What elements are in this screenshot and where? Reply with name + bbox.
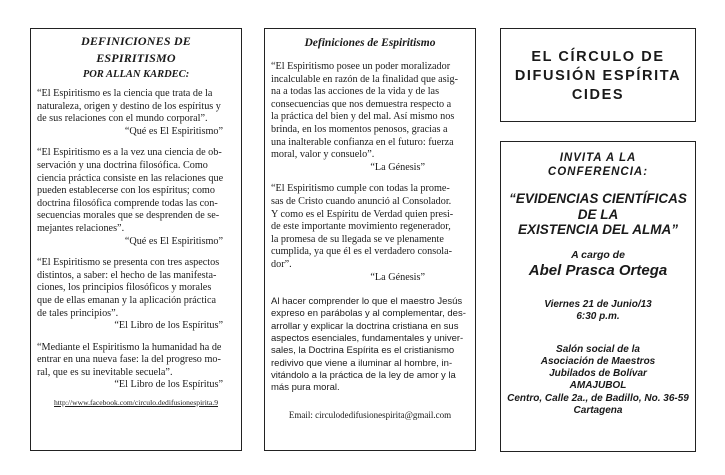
quote-source: “La Génesis” <box>370 161 425 173</box>
quote-line: entrar en una nueva fase: la del progreso mo- <box>37 354 221 366</box>
quote-line: secuencias morales que se desprenden de se- <box>37 210 220 222</box>
facebook-link[interactable]: http://www.facebook.com/circulo.dedifusionespirita.9 <box>54 398 218 408</box>
event-date: Viernes 21 de Junio/13 <box>544 298 652 310</box>
quote-line: de sus relaciones con el mundo corporal”. <box>37 113 208 125</box>
quote-line: na a todas las acciones de la vida y de las <box>271 86 440 98</box>
quote-source: “Qué es El Espiritismo” <box>124 125 223 137</box>
quote-line: de este importante movimiento regenerador, <box>271 221 451 233</box>
speaker-intro: A cargo de <box>571 248 625 261</box>
venue-line: Cartagena <box>573 404 623 416</box>
quote-line: Y como es el Espíritu de Verdad quien presi- <box>271 208 454 220</box>
contact-email[interactable]: Email: circulodedifusionespirita@gmail.com <box>288 410 452 421</box>
event-venue <box>501 344 695 418</box>
event-datetime <box>501 299 695 324</box>
doctrine-paragraph <box>271 296 469 394</box>
quote-source: “El Libro de los Espíritus” <box>114 379 223 391</box>
body-line: arrollar y explicar la doctrina cristiana en sus <box>271 320 459 332</box>
venue-line: Centro, Calle 2a., de Badillo, No. 36-59 <box>507 392 689 404</box>
panel1-title <box>37 33 235 67</box>
quote-line: distintos, a saber: el hecho de las manifesta- <box>37 269 217 281</box>
quote-line: “El Espiritismo es a la vez una ciencia de ob- <box>37 147 222 159</box>
quote-line: doctrina filosófica comprende todas las con- <box>37 197 218 209</box>
conference-line: DE LA <box>577 206 619 222</box>
quote-line: la promesa de su llegada se ve plenamente <box>271 233 444 245</box>
body-line: más pura moral. <box>271 382 340 394</box>
body-line: aspectos esenciales, fundamentales y univer- <box>271 332 464 344</box>
body-line: sales, la Doctrina Espírita es el cristianismo <box>271 345 455 357</box>
body-line: Al hacer comprender lo que el maestro Jesús <box>271 296 463 308</box>
quote-line: de tales principios”. <box>37 307 119 319</box>
quote-line: una inalterable confianza en el futuro: fuerza <box>271 136 454 148</box>
quote-line: ciones, los principios filosóficos y morales <box>37 282 212 294</box>
body-line: vitándolo a la práctica de la ley de amor y la <box>271 369 456 381</box>
venue-line: Asociación de Maestros <box>540 355 656 367</box>
event-time: 6:30 p.m. <box>576 311 620 322</box>
quote-1 <box>37 88 235 138</box>
panel2-title: Definiciones de Espiritismo <box>304 37 436 49</box>
body-line: redivivo que viene a iluminar al hombre, in- <box>271 357 453 369</box>
quote-line: mejantes relaciones”. <box>37 222 125 234</box>
quote-line: cumplida, ya que él es el verdadero consola- <box>271 246 453 258</box>
invite-line: CONFERENCIA: <box>547 166 649 178</box>
body-line: expreso en parábolas y al complementar, des- <box>271 308 466 320</box>
panel1-title-line1: DEFINICIONES DE <box>80 34 192 48</box>
quote-source: “Qué es El Espiritismo” <box>124 235 223 247</box>
quote-line: pueden establecerse con los espíritus; como <box>37 185 215 197</box>
organization-box <box>500 28 696 122</box>
middle-panel <box>264 28 476 451</box>
quote-line: incalculable en razón de la finalidad que asig- <box>271 73 458 85</box>
conference-line: “EVIDENCIAS CIENTÍFICAS <box>509 191 687 206</box>
panel1-subtitle: POR ALLAN KARDEC: <box>82 69 190 80</box>
quote-line: que de ellas emanan y la aplicación práctica <box>37 294 217 306</box>
invitation-box <box>500 141 696 452</box>
org-line: DIFUSIÓN ESPÍRITA <box>514 68 682 84</box>
quote-line: “El Espiritismo posee un poder moralizador <box>271 61 451 72</box>
quote-line: ciencia práctica consiste en las relaciones que <box>37 172 224 184</box>
quote-line: moral, valor y consuelo”. <box>271 149 375 161</box>
org-line: CIDES <box>571 87 625 103</box>
quote-source: “La Génesis” <box>370 271 425 283</box>
quote-source: “El Libro de los Espíritus” <box>114 320 223 332</box>
speaker-name: Abel Prasca Ortega <box>528 261 668 279</box>
quote-3 <box>37 257 235 333</box>
quote-2 <box>37 147 235 248</box>
quote-line: dor”. <box>271 258 292 270</box>
conference-line: EXISTENCIA DEL ALMA” <box>517 222 678 237</box>
organization-name <box>501 29 695 105</box>
quote-line: sas de Cristo cuando anunció al Consolador. <box>271 195 452 207</box>
quote-line: “Mediante el Espiritismo la humanidad ha de <box>37 341 222 353</box>
quote-5 <box>271 61 469 174</box>
quote-6 <box>271 183 469 284</box>
panel1-title-line2: ESPIRITISMO <box>96 51 176 65</box>
quote-line: brinda, en los momentos penosos, gracias a <box>271 123 448 135</box>
invitation-heading <box>501 151 695 179</box>
venue-line: Salón social de la <box>556 343 640 355</box>
left-panel <box>30 28 242 451</box>
quote-line: ral, que es su inevitable secuela”. <box>37 366 173 378</box>
quote-line: “El Espiritismo se presenta con tres aspectos <box>37 257 220 269</box>
venue-line: Jubilados de Bolívar <box>549 368 647 380</box>
conference-title <box>501 191 695 238</box>
venue-line: AMAJUBOL <box>569 380 627 392</box>
quote-line: la práctica del bien y del mal. Así mismo nos <box>271 111 455 123</box>
quote-line: “El Espiritismo cumple con todas la prome- <box>271 183 450 195</box>
invite-line: INVITA A LA <box>559 152 637 164</box>
org-line: EL CÍRCULO DE <box>531 49 665 65</box>
quote-line: “El Espiritismo es la ciencia que trata de la <box>37 88 213 99</box>
quote-line: consecuencias que nos demuestra respecto a <box>271 98 452 110</box>
quote-line: naturaleza, origen y destino de los espíritus y <box>37 100 221 112</box>
quote-4 <box>37 342 235 392</box>
quote-line: servación y una doctrina filosófica. Como <box>37 159 208 171</box>
